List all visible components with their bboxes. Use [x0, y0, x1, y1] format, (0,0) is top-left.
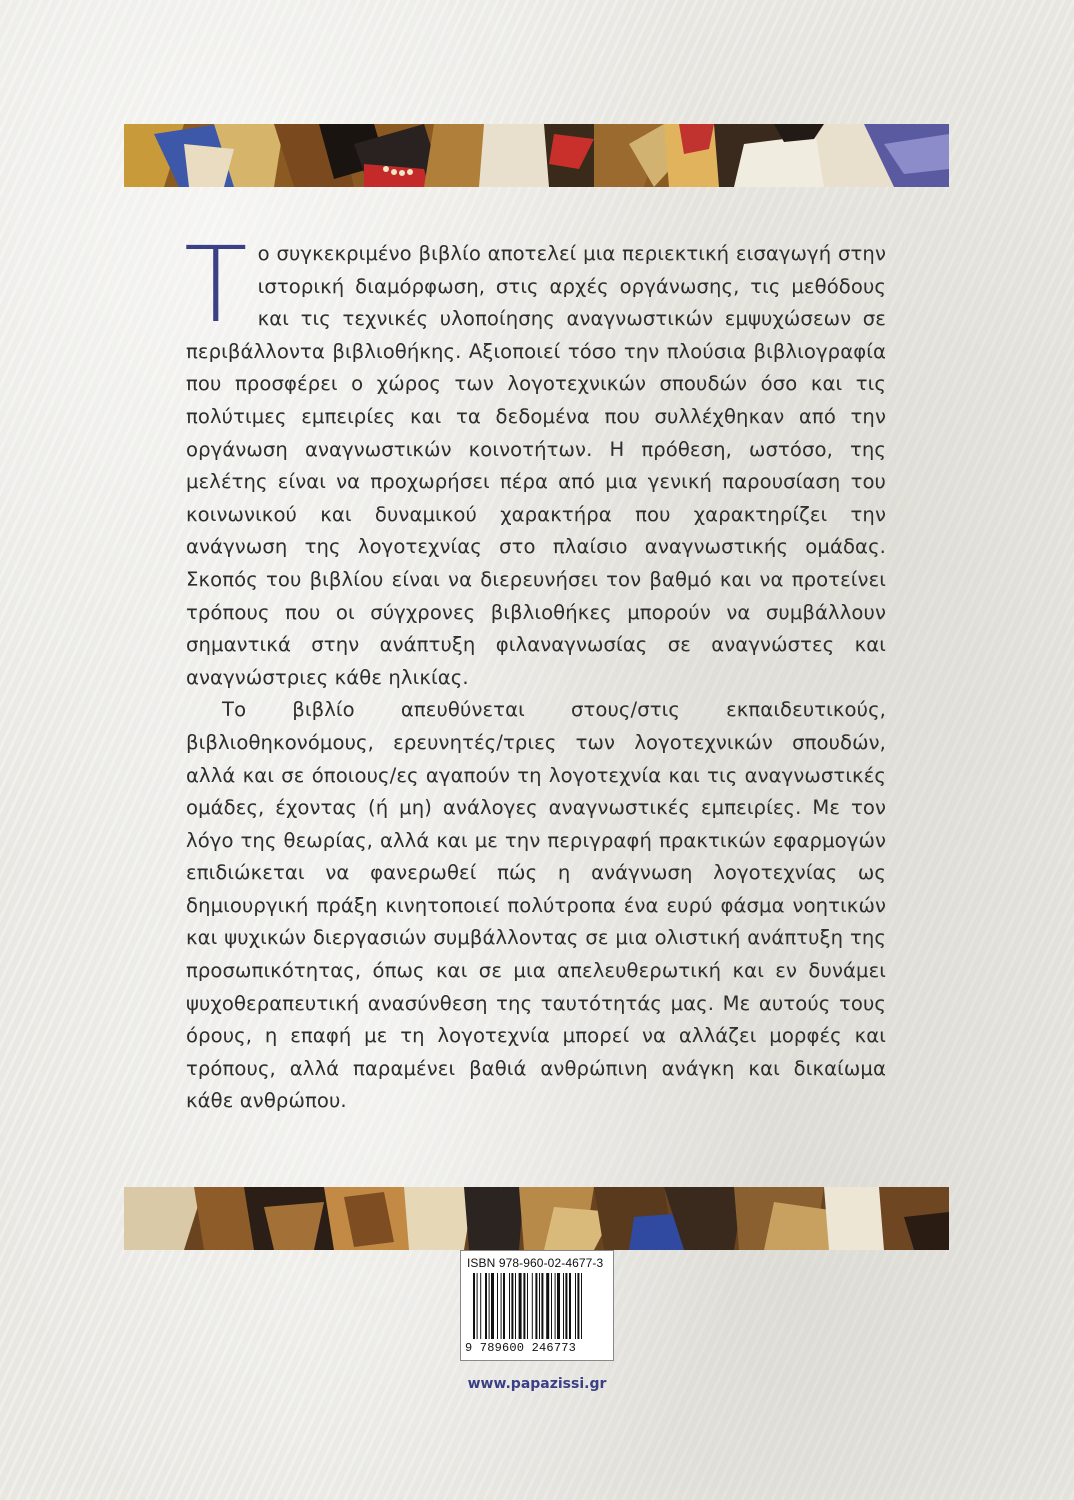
- drop-cap-letter: Τ: [184, 224, 248, 346]
- painting-illustration: [124, 1187, 949, 1250]
- barcode-icon: [473, 1273, 613, 1339]
- decorative-painting-band-bottom: [124, 1187, 949, 1250]
- blurb-paragraph-2: Το βιβλίο απευθύνεται στους/στις εκπαιδευτικούς, βιβλιοθηκονόμους, ερευνητές/τριες των λογοτεχνικών σπουδών, αλλά και σε όποιους/ες αγαπούν τη λογοτεχνία και τις αναγνωστικές ομάδες, έχοντας (ή μη) ανάλογες αναγνωστικές εμπειρίες. Με τον λόγο της θεωρίας, αλλά και με την περιγραφή πρακτικών εφαρμογών επιδιώκεται να φανερωθεί πώς η ανάγνωση λογοτεχνίας ως δημιουργική πράξη κινητοποιεί πολύτροπα ένα ευρύ φάσμα νοητικών και ψυχικών διεργασιών συμβάλλοντας σε μια ολιστική ανάπτυξη της προσωπικότητας, όπως και σε μια απελευθερωτική και εν δυνάμει ψυχοθεραπευτική ανασύνθεση της ταυτότητάς μας. Με αυτούς τους όρους, η επαφή με τη λογοτεχνία μπορεί να αλλάζει μορφές και τρόπους, αλλά παραμένει βαθιά ανθρώπινη ανάγκη και δικαίωμα κάθε ανθρώπου.: [186, 698, 886, 1113]
- isbn-label: ISBN 978-960-02-4677-3: [467, 1256, 604, 1270]
- isbn-barcode: [460, 1250, 614, 1361]
- back-cover-blurb: [184, 224, 886, 1118]
- barcode-digits: 9 789600 246773: [465, 1341, 577, 1355]
- painting-illustration: [124, 124, 949, 187]
- blurb-paragraph-1: ο συγκεκριμένο βιβλίο αποτελεί μια περιεκτική εισαγωγή στην ιστορική διαμόρφωση, στις αρχές οργάνωσης, τις μεθόδους και τις τεχνικές υλοποίησης αναγνωστικών εμψυχώσεων σε περιβάλλοντα βιβλιοθήκης. Αξιοποιεί τόσο την πλούσια βιβλιογραφία που προσφέρει ο χώρος των λογοτεχνικών σπουδών όσο και τις πολύτιμες εμπειρίες και τα δεδομένα που συλλέχθηκαν από την οργάνωση αναγνωστικών κοινοτήτων. Η πρόθεση, ωστόσο, της μελέτης είναι να προχωρήσει πέρα από μια γενική παρουσίαση του κοινωνικού και δυναμικού χαρακτήρα που χαρακτηρίζει την ανάγνωση της λογοτεχνίας στο πλαίσιο αναγνωστικής ομάδας. Σκοπός του βιβλίου είναι να διερευνήσει τον βαθμό και να προτείνει τρόπους που οι σύγχρονες βιβλιοθήκες μπορούν να συμβάλλουν σημαντικά στην ανάπτυξη φιλαναγνωσίας σε αναγνώστες και αναγνώστριες κάθε ηλικίας.: [186, 242, 886, 689]
- publisher-website-link[interactable]: www.papazissi.gr: [467, 1376, 607, 1392]
- decorative-painting-band-top: [124, 124, 949, 187]
